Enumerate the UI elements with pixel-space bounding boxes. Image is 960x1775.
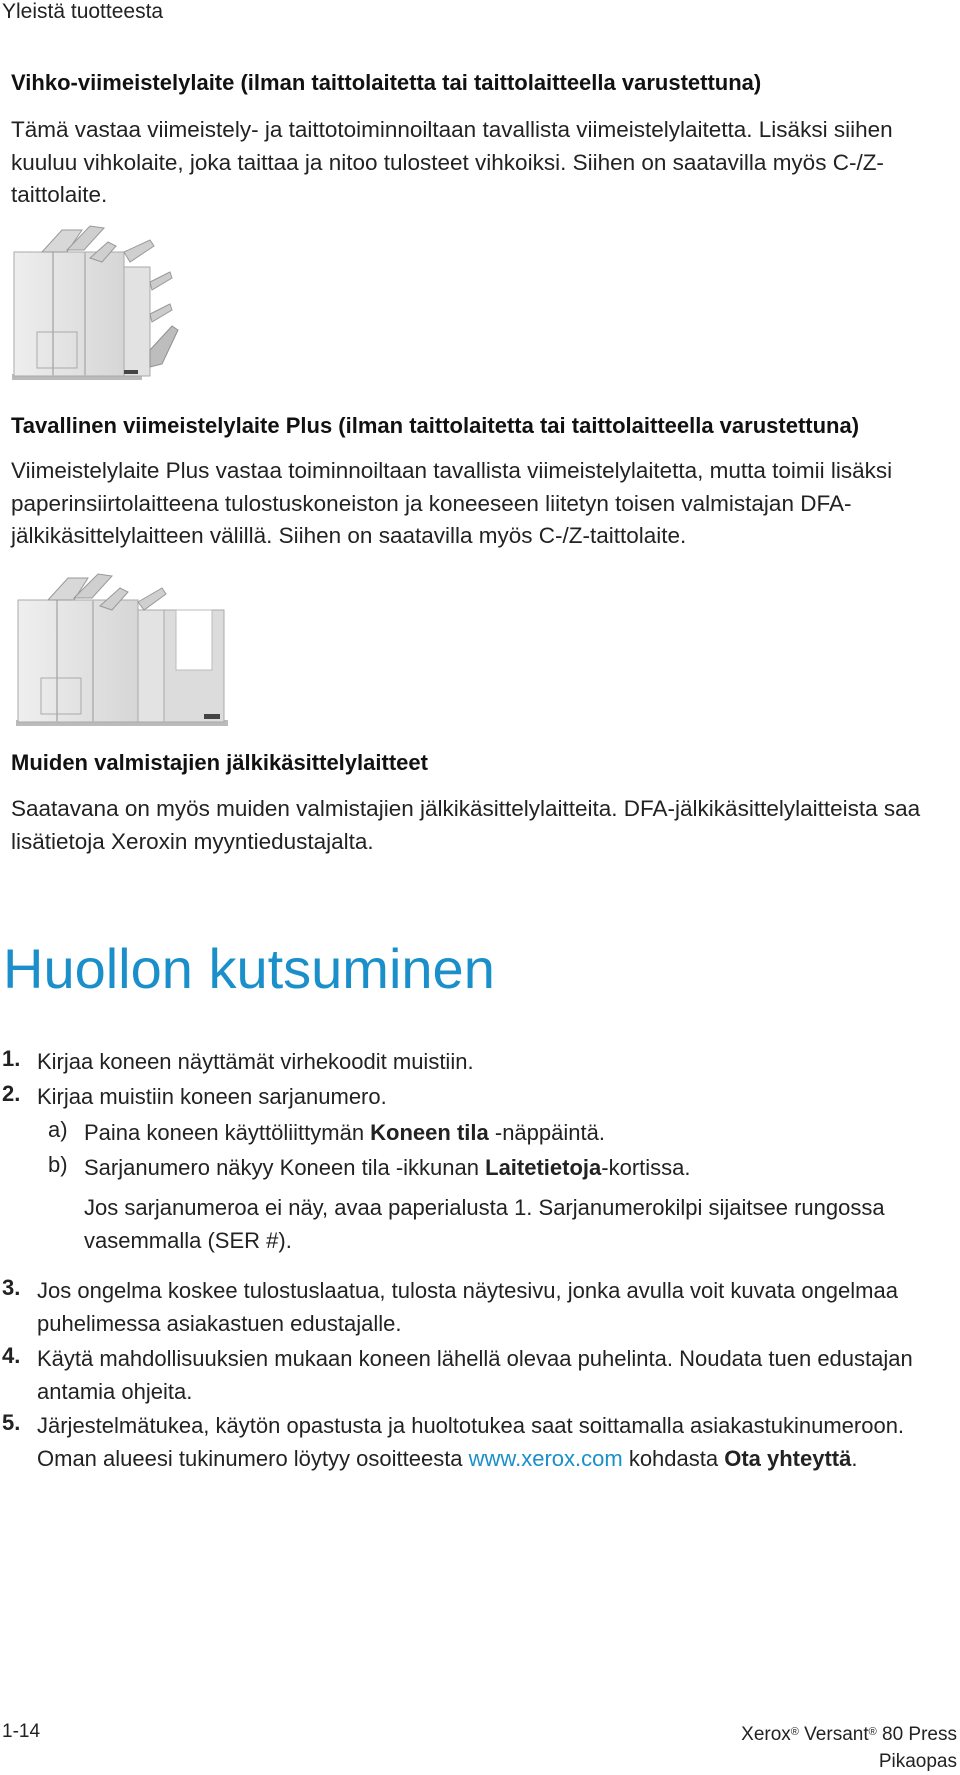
step-text: Kirjaa koneen näyttämät virhekoodit muistiin. (37, 1049, 474, 1074)
section-text-booklet-finisher: Tämä vastaa viimeistely- ja taittotoiminnoiltaan tavallista viimeistelylaitetta. Lisäksi siihen kuuluu vihkolaite, joka taittaa ja nitoo tulosteet vihkoiksi. Siihen on saatavilla myös C-/Z-taittolaite. (11, 117, 893, 207)
substep-text: Sarjanumero näkyy Koneen tila -ikkunan Laitetietoja-kortissa. (84, 1155, 691, 1180)
section-heading-third-party: Muiden valmistajien jälkikäsittelylaitteet (11, 750, 428, 775)
page-number: 1-14 (2, 1721, 41, 1742)
step-number: 4. (2, 1343, 21, 1368)
step-text: Jos ongelma koskee tulostuslaatua, tulosta näytesivu, jonka avulla voit kuvata ongelmaa puhelimessa asiakastuen edustajalle. (37, 1278, 898, 1336)
section-heading-booklet-finisher: Vihko-viimeistelylaite (ilman taittolaitetta tai taittolaitteella varustettuna) (11, 70, 762, 95)
booklet-finisher-illustration (12, 222, 182, 382)
step-text: Kirjaa muistiin koneen sarjanumero. (37, 1084, 387, 1109)
xerox-link[interactable]: www.xerox.com (468, 1445, 623, 1471)
step-number: 5. (2, 1410, 21, 1435)
page-header: Yleistä tuotteesta (2, 0, 164, 23)
serial-number-note: Jos sarjanumeroa ei näy, avaa paperialusta 1. Sarjanumerokilpi sijaitsee rungossa vasemmalla (SER #). (84, 1195, 885, 1253)
step-number: 1. (2, 1046, 21, 1071)
substep-letter: b) (48, 1152, 68, 1177)
finisher-plus-illustration (16, 568, 231, 730)
step-text: Käytä mahdollisuuksien mukaan koneen lähellä olevaa puhelinta. Noudata tuen edustajan antamia ohjeita. (37, 1346, 913, 1404)
substep-text: Paina koneen käyttöliittymän Koneen tila -näppäintä. (84, 1120, 605, 1145)
service-title: Huollon kutsuminen (3, 937, 495, 1000)
step-number: 2. (2, 1081, 21, 1106)
section-text-third-party: Saatavana on myös muiden valmistajien jälkikäsittelylaitteita. DFA-jälkikäsittelylaitteista saa lisätietoja Xeroxin myyntiedustajalta. (11, 796, 921, 854)
section-heading-finisher-plus: Tavallinen viimeistelylaite Plus (ilman taittolaitetta tai taittolaitteella varustettuna) (11, 413, 860, 438)
step-text: Järjestelmätukea, käytön opastusta ja huoltotukea saat soittamalla asiakastukinumeroon. Oman alueesi tukinumero löytyy osoitteesta www.xerox.com kohdasta Ota yhteyttä. (37, 1413, 905, 1471)
footer-product: Xerox® Versant® 80 Press Pikaopas (741, 1724, 957, 1772)
section-text-finisher-plus: Viimeistelylaite Plus vastaa toiminnoiltaan tavallista viimeistelylaitetta, mutta toimii lisäksi paperinsiirtolaitteena tulostuskoneiston ja koneeseen liitetyn toisen valmistajan DFA-jälkikäsittelylaitteen välillä. Siihen on saatavilla myös C-/Z-taittolaite. (11, 458, 893, 548)
step-number: 3. (2, 1275, 21, 1300)
substep-letter: a) (48, 1117, 68, 1142)
